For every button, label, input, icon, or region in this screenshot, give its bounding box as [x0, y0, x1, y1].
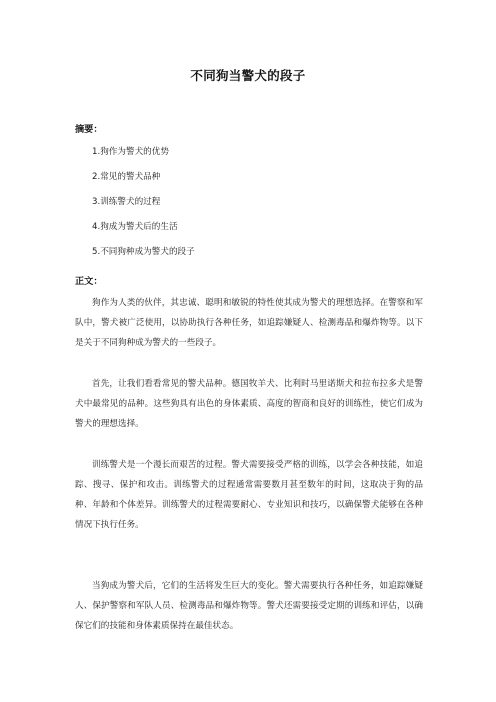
body-paragraph-2: 首先，让我们看看常见的警犬品种。德国牧羊犬、比利时马里诺斯犬和拉布拉多犬是警犬中最常见的品种。这些狗具有出色的身体素质、高度的智商和良好的训练性，使它们成为警犬的理想选择。 — [75, 379, 423, 429]
toc-item-1: 1.狗作为警犬的优势 — [92, 147, 169, 157]
body-label: 正文： — [75, 276, 103, 287]
body-paragraph-4: 当狗成为警犬后，它们的生活将发生巨大的变化。警犬需要执行各种任务，如追踪嫌疑人、保护警察和军队人员、检测毒品和爆炸物等。警犬还需要接受定期的训练和评估，以确保它们的技能和身体素质保持在最佳状态。 — [75, 581, 423, 631]
toc-item-5: 5.不同狗种成为警犬的段子 — [92, 247, 195, 257]
toc-item-3: 3.训练警犬的过程 — [92, 197, 161, 207]
document-title: 不同狗当警犬的段子 — [190, 68, 306, 83]
toc-item-2: 2.常见的警犬品种 — [92, 172, 161, 182]
body-paragraph-3: 训练警犬是一个漫长而艰苦的过程。警犬需要接受严格的训练，以学会各种技能，如追踪、搜寻、保护和攻击。训练警犬的过程通常需要数月甚至数年的时间，这取决于狗的品种、年龄和个体差异。训练警犬的过程需要耐心、专业知识和技巧，以确保警犬能够在各种情况下执行任务。 — [75, 460, 423, 530]
abstract-label: 摘要： — [75, 124, 103, 135]
toc-item-4: 4.狗成为警犬后的生活 — [92, 222, 178, 232]
body-paragraph-1: 狗作为人类的伙伴，其忠诚、聪明和敏锐的特性使其成为警犬的理想选择。在警察和军队中，警犬被广泛使用，以协助执行各种任务，如追踪嫌疑人、检测毒品和爆炸物等。以下是关于不同狗种成为警犬的一些段子。 — [75, 298, 423, 348]
